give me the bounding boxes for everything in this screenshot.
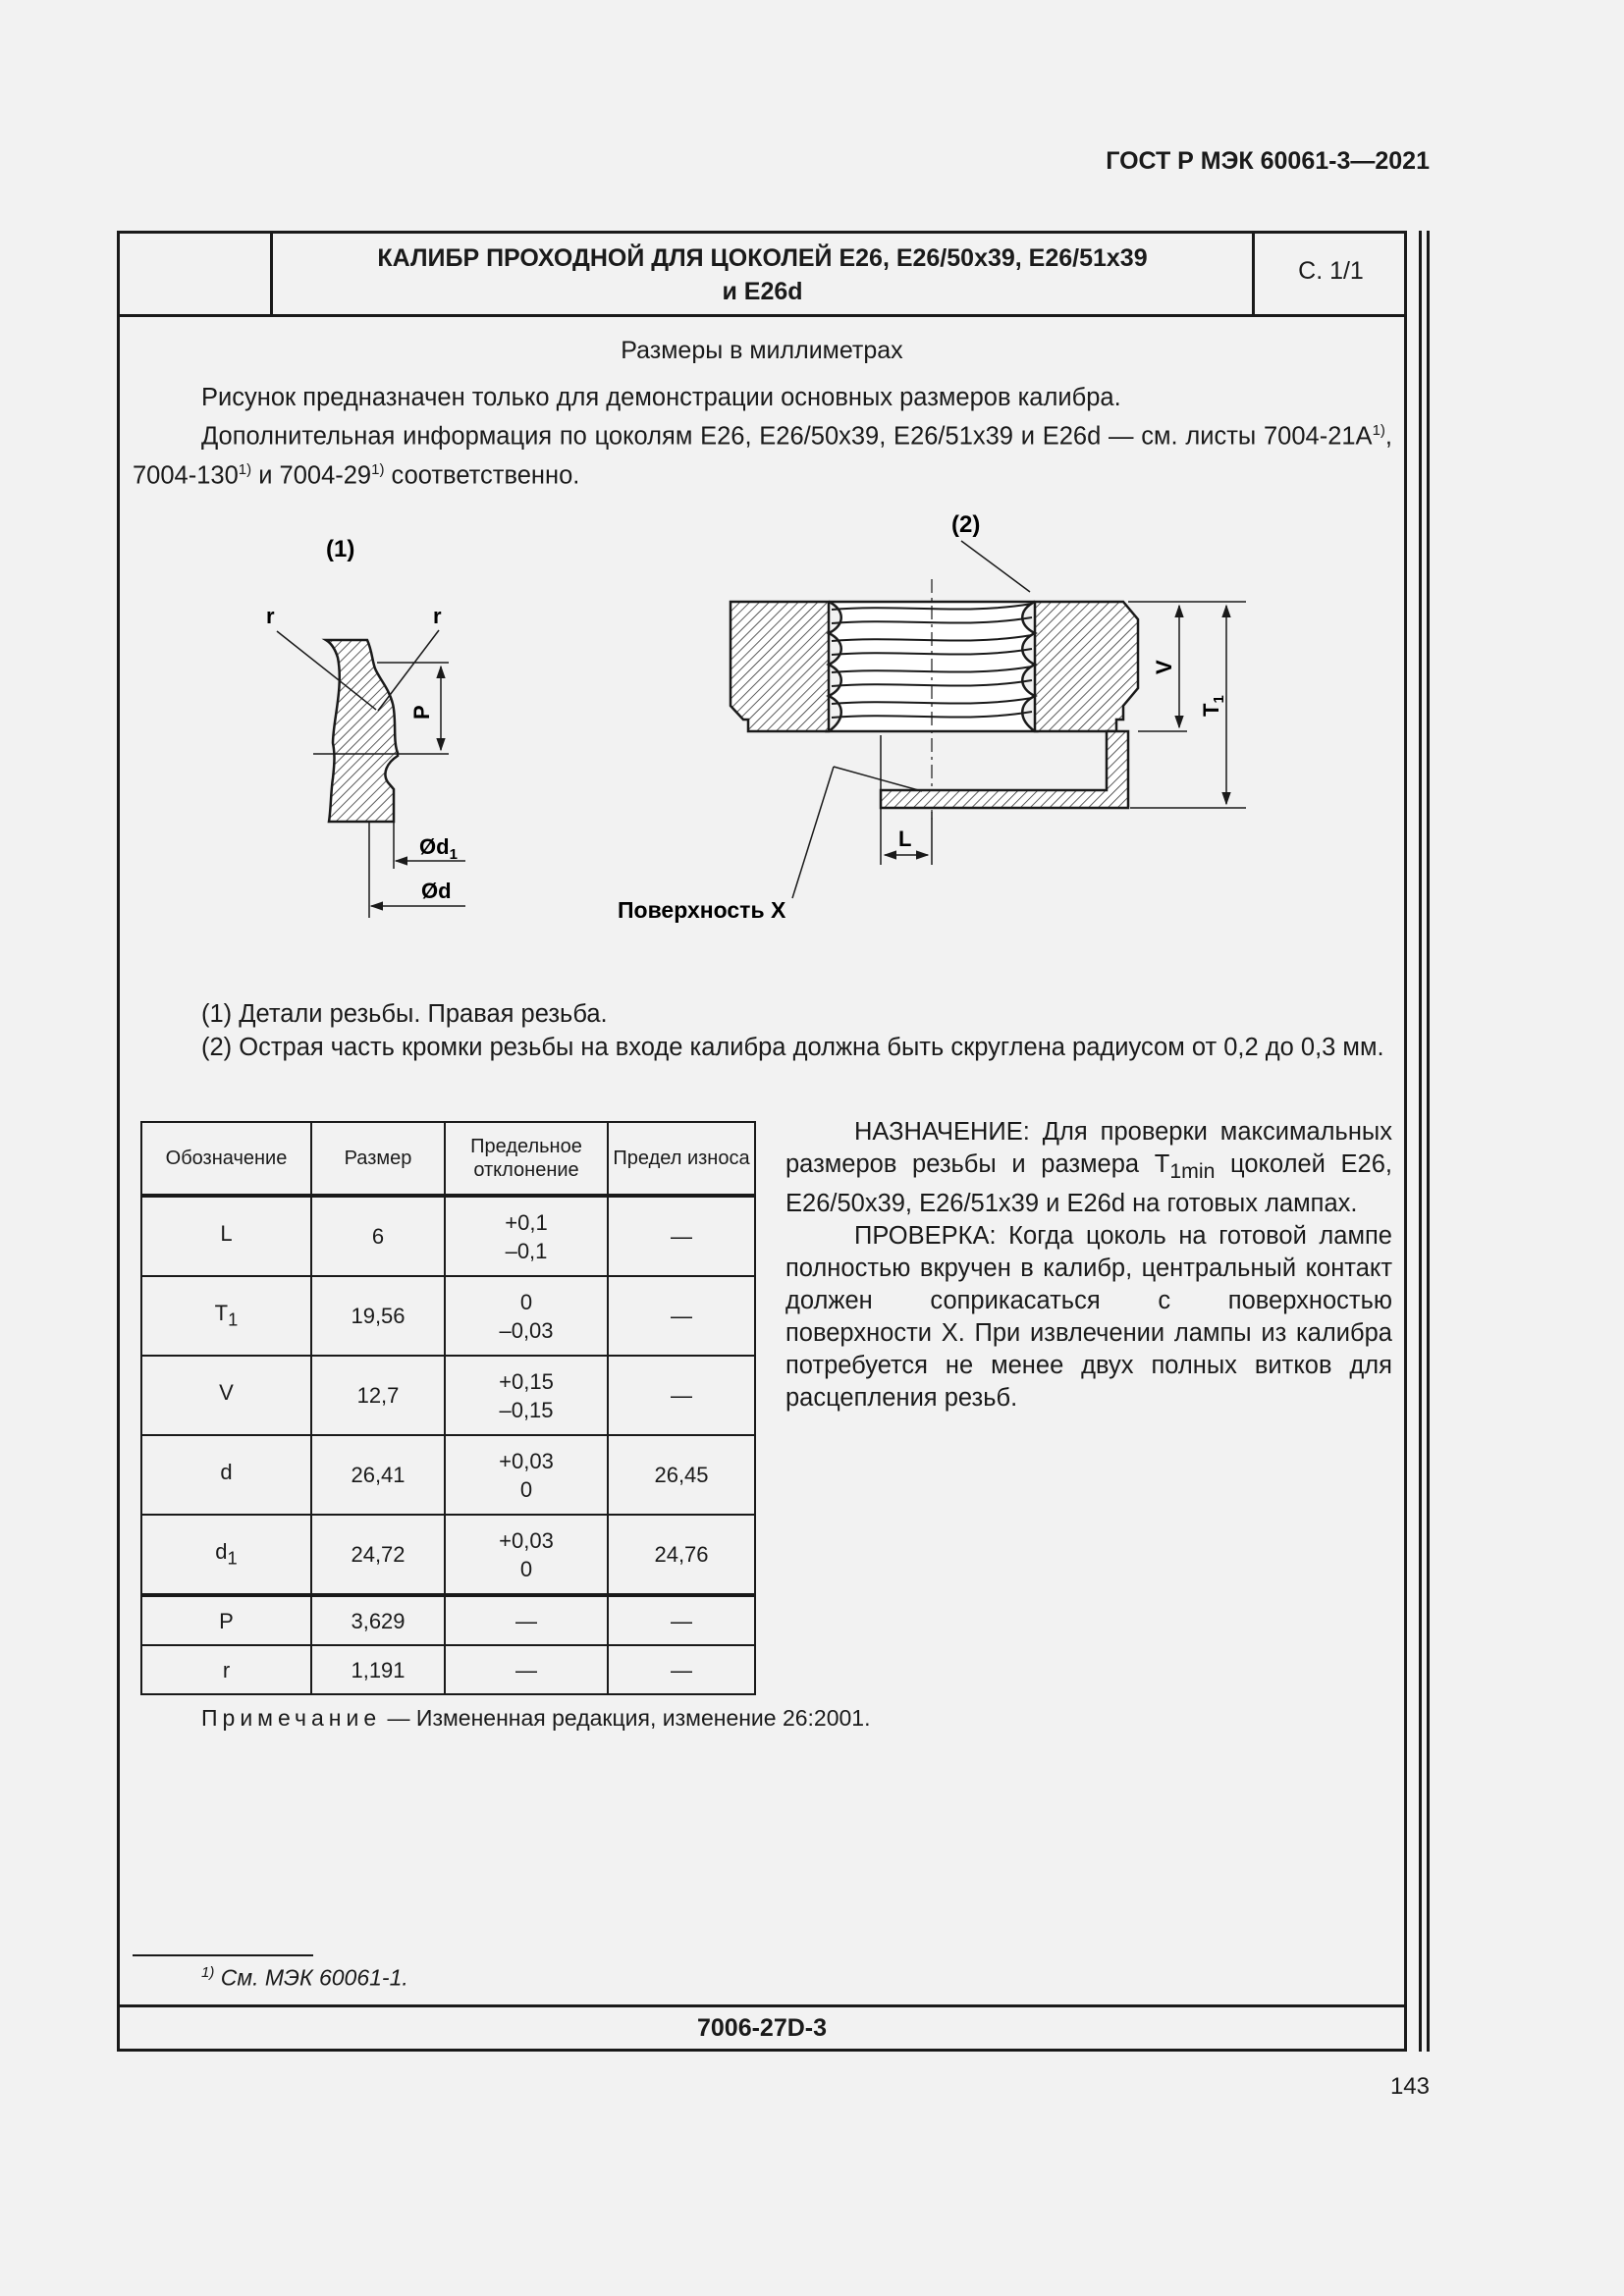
title-line: КАЛИБР ПРОХОДНОЙ ДЛЯ ЦОКОЛЕЙ Е26, Е26/50х39, Е26/51х39 — [377, 244, 1148, 272]
thread-profile — [326, 640, 398, 822]
intro-paragraph: Дополнительная информация по цоколям Е26, Е26/50х39, Е26/51х39 и Е26d — см. листы $7004-21А^{1)}$, 7004-130$^{1)}$ и 7004-29$^{1)}$ соответственно. — [133, 422, 1392, 489]
major-diameter-label: Ød — [421, 879, 452, 903]
dimensions-table — [140, 1121, 756, 1695]
page-number: 143 — [1389, 2073, 1430, 2100]
minor-diameter-label: $Ød_1$ — [419, 834, 458, 863]
v-label: V — [1152, 660, 1176, 674]
table-header-row — [141, 1122, 755, 1196]
footnote: $^{1)}$ См. МЭК 60061-1. — [201, 1964, 408, 1991]
deviation-cell: — — [445, 1595, 608, 1645]
detail-1-label: (1) — [326, 536, 355, 562]
deviation-cell: 0 –0,03 — [445, 1276, 608, 1356]
wear-cell: 26,45 — [608, 1435, 755, 1515]
symbol-cell: P — [141, 1595, 311, 1645]
contact-bridge — [881, 731, 1128, 808]
symbol-cell: r — [141, 1645, 311, 1694]
wear-cell: — — [608, 1276, 755, 1356]
table-row — [141, 1276, 755, 1356]
figure-note-2: (2) Острая часть кромки резьбы на входе калибра должна быть скруглена радиусом от 0,2 до 0,3 мм. — [201, 1034, 1384, 1061]
radius-label: r — [266, 604, 275, 628]
size-cell: 19,56 — [311, 1276, 445, 1356]
header-cell: Обозначение — [141, 1122, 311, 1196]
wear-cell: — — [608, 1196, 755, 1276]
t1-label: $T_1$ — [1199, 695, 1227, 717]
wear-cell: — — [608, 1595, 755, 1645]
detail-2-label: (2) — [951, 511, 981, 538]
check-paragraph: ПРОВЕРКА: Когда цоколь на готовой лампе полностью вкручен в калибр, центральный контакт должен соприкасаться с поверхностью поверхности X. При извлечении лампы из калибра потребуется не менее двух полных витков для расцепления резьб. — [785, 1222, 1392, 1413]
symbol-cell: $d_1$ — [141, 1515, 311, 1595]
purpose-text — [785, 1116, 1392, 1415]
table-row — [141, 1356, 755, 1435]
pitch-label: P — [409, 705, 434, 720]
purpose-paragraph: НАЗНАЧЕНИЕ: Для проверки максимальных размеров резьбы и размера $Т_{1min}$ цоколей Е26, Е26/50х39, Е26/51х39 и Е26d на готовых лампах. — [785, 1118, 1392, 1218]
deviation-cell: — — [445, 1645, 608, 1694]
wear-cell: — — [608, 1645, 755, 1694]
size-cell: 12,7 — [311, 1356, 445, 1435]
deviation-cell: +0,03 0 — [445, 1515, 608, 1595]
size-cell: 24,72 — [311, 1515, 445, 1595]
footer-divider — [117, 2004, 1407, 2007]
size-cell: 1,191 — [311, 1645, 445, 1694]
header-divider — [117, 314, 1407, 317]
sheet-code: 7006-27D-3 — [696, 2014, 828, 2042]
gauge-body-right — [1035, 602, 1138, 731]
deviation-cell: +0,15 –0,15 — [445, 1356, 608, 1435]
gauge-drawing — [117, 496, 1295, 928]
footnote-rule — [133, 1954, 313, 1956]
surface-x-label: Поверхность X — [618, 897, 786, 923]
sheet-title — [273, 241, 1252, 308]
symbol-cell: V — [141, 1356, 311, 1435]
table-row — [141, 1645, 755, 1694]
frame-margin-line — [1419, 231, 1422, 2052]
table-row — [141, 1196, 755, 1276]
standard-number: ГОСТ Р МЭК 60061-3—2021 — [1106, 147, 1430, 175]
frame-margin-line — [1427, 231, 1430, 2052]
table-row — [141, 1435, 755, 1515]
intro-line: Рисунок предназначен только для демонстрации основных размеров калибра. — [201, 384, 1121, 411]
l-label: L — [898, 827, 912, 851]
size-cell: 26,41 — [311, 1435, 445, 1515]
deviation-cell: +0,1 –0,1 — [445, 1196, 608, 1276]
symbol-cell: $T_1$ — [141, 1276, 311, 1356]
deviation-cell: +0,03 0 — [445, 1435, 608, 1515]
sheet-index: С. 1/1 — [1298, 257, 1364, 285]
radius-label: r — [433, 604, 442, 628]
table-row — [141, 1595, 755, 1645]
symbol-cell: d — [141, 1435, 311, 1515]
size-cell: 6 — [311, 1196, 445, 1276]
revision-note: Примечание — Измененная редакция, изменение 26:2001. — [201, 1705, 871, 1731]
wear-cell: — — [608, 1356, 755, 1435]
table-row — [141, 1515, 755, 1595]
header-cell: Размер — [311, 1122, 445, 1196]
units-note: Размеры в миллиметрах — [621, 337, 903, 364]
wear-cell: 24,76 — [608, 1515, 755, 1595]
title-line: и Е26d — [722, 278, 803, 305]
gauge-body-left — [731, 602, 829, 731]
figure-note-1: (1) Детали резьбы. Правая резьба. — [201, 1000, 608, 1028]
header-cell: Предельное отклонение — [445, 1122, 608, 1196]
size-cell: 3,629 — [311, 1595, 445, 1645]
symbol-cell: L — [141, 1196, 311, 1276]
header-cell: Предел износа — [608, 1122, 755, 1196]
